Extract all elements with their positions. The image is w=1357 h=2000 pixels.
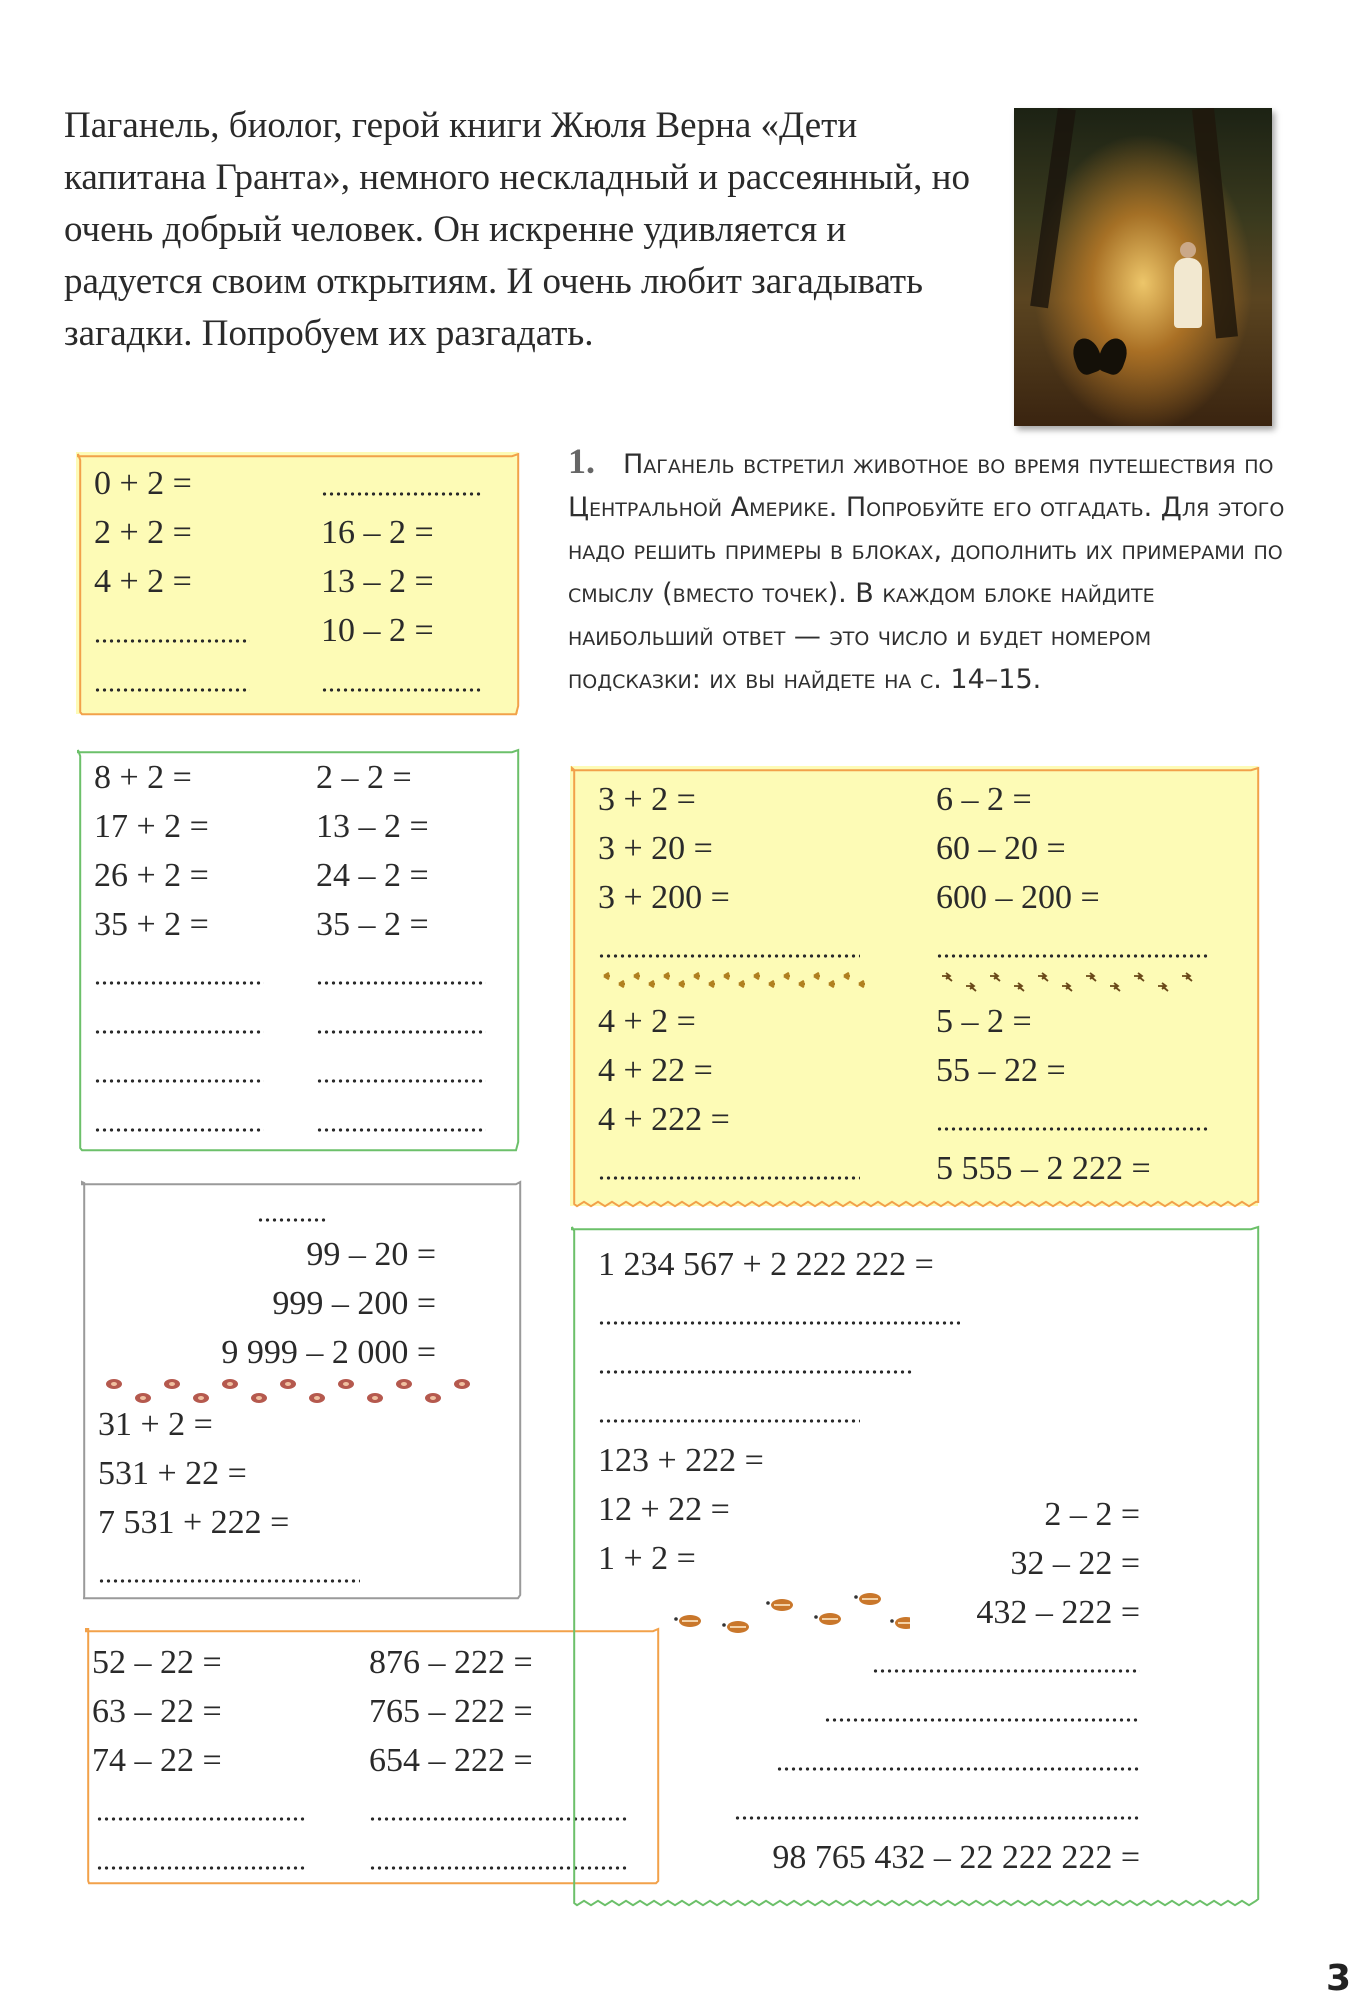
bird-track bbox=[769, 981, 775, 987]
bird-track bbox=[709, 981, 715, 987]
bird-track bbox=[739, 981, 745, 987]
blank-line bbox=[316, 1079, 486, 1083]
equation: 5 – 2 = bbox=[936, 1003, 1032, 1040]
blank-line bbox=[321, 688, 481, 692]
footprints-decoration bbox=[670, 1585, 910, 1635]
equation: 654 – 222 = bbox=[369, 1742, 533, 1779]
equation: 3 + 20 = bbox=[598, 830, 713, 867]
bird-track bbox=[859, 981, 865, 987]
equation: 0 + 2 = bbox=[94, 465, 192, 502]
bird-track bbox=[664, 973, 670, 979]
blank-line bbox=[94, 1030, 264, 1034]
task-text: Паганель встретил животное во время путешествия по Центральной Америке. Попробуйте его отгадать. Для этого надо решить примеры в блоках, дополнить их примерами по смыслу (вместо точек). В каждом блоке найдите наибольший ответ — это число и будет номером подсказки: их вы найдете на с. 14–15. bbox=[568, 449, 1285, 695]
block-c bbox=[80, 1180, 520, 1598]
equation: 24 – 2 = bbox=[316, 857, 429, 894]
bird-track bbox=[784, 973, 790, 979]
blank-line bbox=[598, 1370, 914, 1374]
blank-line bbox=[96, 1866, 306, 1870]
block-b bbox=[76, 748, 518, 1150]
equation: 32 – 22 = bbox=[1010, 1545, 1140, 1582]
equation: 2 + 2 = bbox=[94, 514, 192, 551]
blank-line bbox=[316, 1030, 486, 1034]
equation: 3 + 200 = bbox=[598, 879, 730, 916]
equation: 999 – 200 = bbox=[272, 1285, 436, 1322]
blank-line bbox=[94, 688, 250, 692]
lizard-track bbox=[1038, 973, 1048, 981]
equation: 7 531 + 222 = bbox=[98, 1504, 290, 1541]
blank-line bbox=[96, 1817, 306, 1821]
bird-track bbox=[799, 981, 805, 987]
lizard-track bbox=[966, 983, 976, 991]
blank-line bbox=[316, 981, 486, 985]
blank-line bbox=[936, 1127, 1208, 1131]
equation: 765 – 222 = bbox=[369, 1693, 533, 1730]
blank-line bbox=[824, 1718, 1140, 1722]
equation: 3 + 2 = bbox=[598, 781, 696, 818]
equation: 4 + 2 = bbox=[94, 563, 192, 600]
blank-line bbox=[598, 1419, 860, 1423]
equation: 12 + 22 = bbox=[598, 1491, 730, 1528]
blank-line bbox=[257, 1218, 327, 1222]
equation: 4 + 22 = bbox=[598, 1052, 713, 1089]
bird-track bbox=[754, 973, 760, 979]
equation: 60 – 20 = bbox=[936, 830, 1066, 867]
equation: 9 999 – 2 000 = bbox=[221, 1334, 436, 1371]
equation: 1 + 2 = bbox=[598, 1540, 696, 1577]
blank-line bbox=[872, 1669, 1140, 1673]
blank-line bbox=[321, 492, 481, 496]
bird-track bbox=[814, 973, 820, 979]
equation: 10 – 2 = bbox=[321, 612, 434, 649]
blank-line bbox=[598, 1321, 960, 1325]
lizard-track bbox=[1134, 973, 1144, 981]
lizard-track bbox=[1158, 983, 1168, 991]
equation: 63 – 22 = bbox=[92, 1693, 222, 1730]
blank-line bbox=[94, 1079, 264, 1083]
equation: 13 – 2 = bbox=[321, 563, 434, 600]
painting-illustration bbox=[1014, 108, 1272, 426]
bird-track bbox=[844, 973, 850, 979]
lizard-track bbox=[1086, 973, 1096, 981]
intro-paragraph: Паганель, биолог, герой книги Жюля Верна «Дети капитана Гранта», немного нескладный и рассеянный, но очень добрый человек. Он искренне удивляется и радуется своим открытиям. И очень любит загадывать загадки. Попробуем их разгадать. bbox=[64, 105, 970, 354]
lizard-track bbox=[1182, 973, 1192, 981]
equation: 52 – 22 = bbox=[92, 1644, 222, 1681]
equation: 5 555 – 2 222 = bbox=[936, 1150, 1151, 1187]
blank-line bbox=[598, 1176, 860, 1180]
bird-track bbox=[619, 981, 625, 987]
lizard-track bbox=[1062, 983, 1072, 991]
bird-track bbox=[634, 973, 640, 979]
equation: 4 + 2 = bbox=[598, 1003, 696, 1040]
equation: 876 – 222 = bbox=[369, 1644, 533, 1681]
equation: 99 – 20 = bbox=[306, 1236, 436, 1273]
blank-line bbox=[776, 1767, 1140, 1771]
equation: 600 – 200 = bbox=[936, 879, 1100, 916]
page-number: 3 bbox=[1325, 1958, 1351, 1999]
equation: 1 234 567 + 2 222 222 = bbox=[598, 1246, 934, 1283]
equation: 17 + 2 = bbox=[94, 808, 209, 845]
equation: 2 – 2 = bbox=[316, 759, 412, 796]
equation: 2 – 2 = bbox=[1044, 1496, 1140, 1533]
equation: 35 – 2 = bbox=[316, 906, 429, 943]
equation: 432 – 222 = bbox=[976, 1594, 1140, 1631]
task-1 bbox=[568, 440, 1288, 701]
equation: 31 + 2 = bbox=[98, 1406, 213, 1443]
equation: 26 + 2 = bbox=[94, 857, 209, 894]
equation: 123 + 222 = bbox=[598, 1442, 764, 1479]
equation: 13 – 2 = bbox=[316, 808, 429, 845]
equation: 35 + 2 = bbox=[94, 906, 209, 943]
bird-track bbox=[649, 981, 655, 987]
blank-line bbox=[734, 1816, 1140, 1820]
bird-tracks-decoration bbox=[598, 968, 868, 992]
equation: 531 + 22 = bbox=[98, 1455, 247, 1492]
blank-line bbox=[936, 954, 1208, 958]
equation: 8 + 2 = bbox=[94, 759, 192, 796]
block-a bbox=[76, 452, 518, 714]
blank-line bbox=[98, 1579, 360, 1583]
bird-track bbox=[604, 973, 610, 979]
equation: 55 – 22 = bbox=[936, 1052, 1066, 1089]
blank-line bbox=[598, 954, 860, 958]
blank-line bbox=[316, 1128, 486, 1132]
lizard-tracks-decoration bbox=[936, 968, 1206, 994]
equation: 16 – 2 = bbox=[321, 514, 434, 551]
bird-track bbox=[829, 981, 835, 987]
bird-track bbox=[724, 973, 730, 979]
blank-line bbox=[94, 1128, 264, 1132]
equation: 74 – 22 = bbox=[92, 1742, 222, 1779]
block-e bbox=[570, 766, 1258, 1206]
blank-line bbox=[94, 981, 264, 985]
bird-track bbox=[679, 981, 685, 987]
equation: 4 + 222 = bbox=[598, 1101, 730, 1138]
lizard-track bbox=[990, 973, 1000, 981]
blank-line bbox=[94, 639, 250, 643]
lizard-track bbox=[942, 973, 952, 981]
bird-track bbox=[694, 973, 700, 979]
equation: 98 765 432 – 22 222 222 = bbox=[772, 1839, 1140, 1876]
lizard-track bbox=[1110, 983, 1120, 991]
task-number: 1. bbox=[568, 441, 595, 481]
equation: 6 – 2 = bbox=[936, 781, 1032, 818]
lizard-track bbox=[1014, 983, 1024, 991]
block-f bbox=[570, 1225, 1258, 1905]
